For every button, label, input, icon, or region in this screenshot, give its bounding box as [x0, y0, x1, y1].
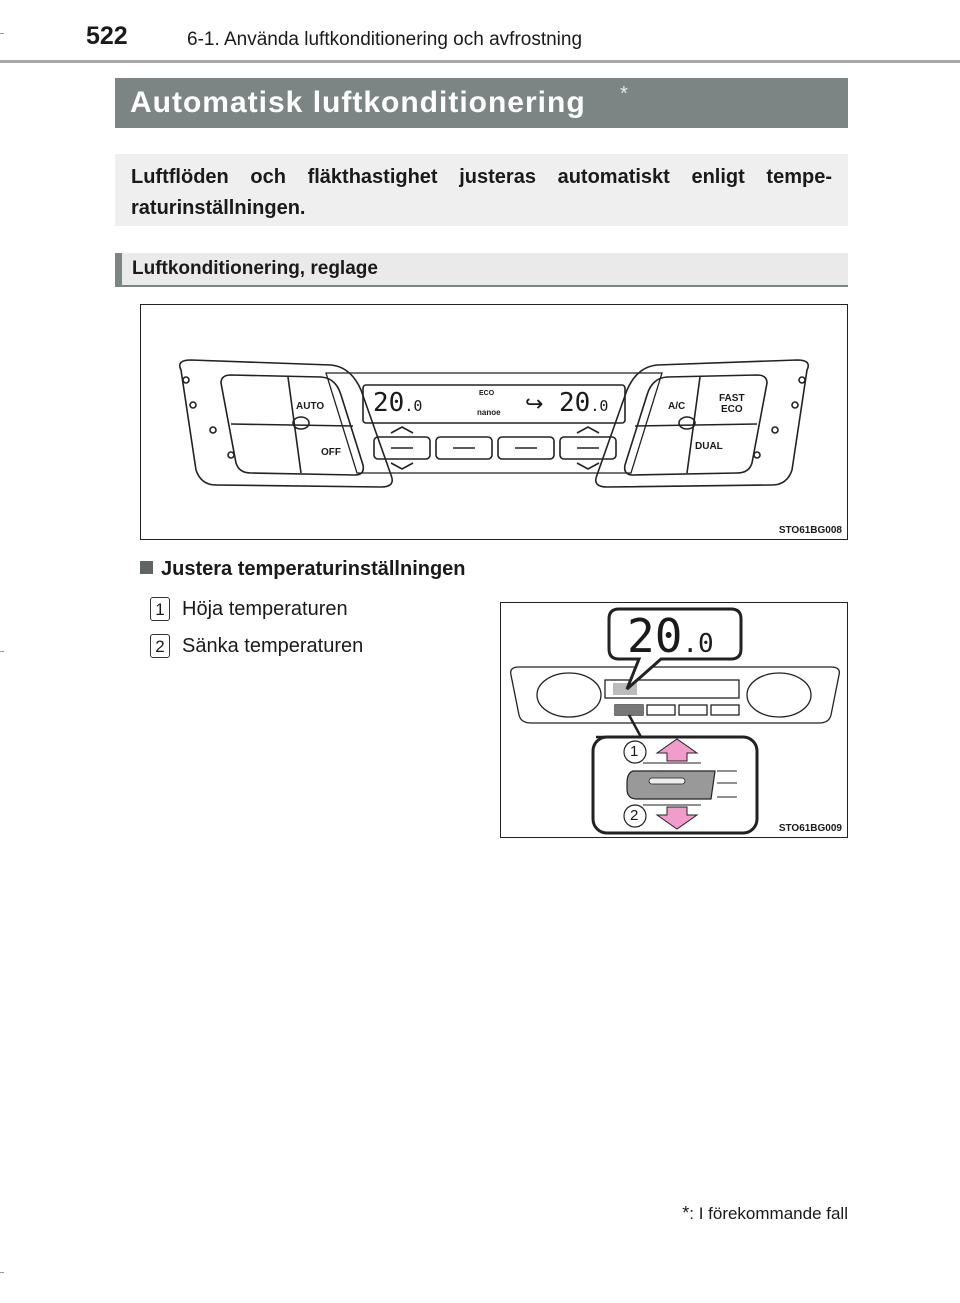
intro-text: Luftflöden och fläkthastighet justeras automatiskt enligt tempe-raturinställningen. — [115, 154, 848, 226]
footnote — [682, 1203, 848, 1224]
section-heading: Luftkonditionering, reglage — [115, 253, 848, 287]
fast-eco-label — [719, 393, 745, 415]
subsection-heading-text: Justera temperaturinställningen — [161, 558, 466, 580]
footnote-text: : I förekommande fall — [689, 1204, 848, 1223]
list-item — [150, 634, 363, 658]
fast-label: FAST — [719, 393, 745, 404]
callout-number-2: 2 — [630, 807, 639, 824]
left-temp-decimal: .0 — [404, 397, 423, 415]
title-footnote-marker: * — [620, 83, 628, 105]
list-item — [150, 597, 348, 621]
zoomed-temp-display — [627, 609, 714, 667]
right-temp-decimal: .0 — [590, 397, 609, 415]
header-divider — [0, 60, 960, 63]
zoomed-temp-value: 20 — [627, 609, 683, 663]
callout-number-1: 1 — [630, 743, 639, 760]
display-left-temp — [373, 389, 422, 420]
airflow-icon: ↪ — [525, 391, 544, 416]
display-right-temp — [559, 389, 608, 420]
page-title: Automatisk luftkonditionering — [130, 86, 586, 119]
control-panel-illustration — [141, 305, 847, 539]
number-badge: 1 — [150, 597, 170, 621]
left-temp-value: 20 — [373, 388, 405, 418]
right-temp-value: 20 — [559, 388, 591, 418]
figure2-code: STO61BG009 — [778, 823, 842, 834]
zoomed-temp-decimal: .0 — [682, 629, 714, 659]
list-item-text: Höja temperaturen — [182, 598, 348, 620]
display-eco-label: ECO — [479, 390, 495, 397]
display-nanoe-label: nanoe — [477, 408, 501, 417]
list-item-text: Sänka temperaturen — [182, 635, 364, 657]
title-band — [115, 78, 848, 128]
auto-button-label: AUTO — [296, 401, 325, 412]
figure1-code: STO61BG008 — [778, 525, 842, 536]
eco-label: ECO — [720, 404, 743, 415]
ac-button-label: A/C — [668, 401, 686, 412]
dual-button-label: DUAL — [695, 441, 723, 452]
page-number: 522 — [86, 22, 128, 50]
number-badge: 2 — [150, 634, 170, 658]
heading-square-icon — [140, 561, 153, 574]
off-button-label: OFF — [321, 447, 341, 458]
subsection-heading — [140, 558, 466, 581]
chapter-title: 6-1. Använda luftkonditionering och avfrostning — [187, 29, 583, 50]
footnote-marker: * — [682, 1203, 690, 1223]
figure-temperature-adjust — [500, 602, 848, 838]
figure-control-panel — [140, 304, 848, 540]
